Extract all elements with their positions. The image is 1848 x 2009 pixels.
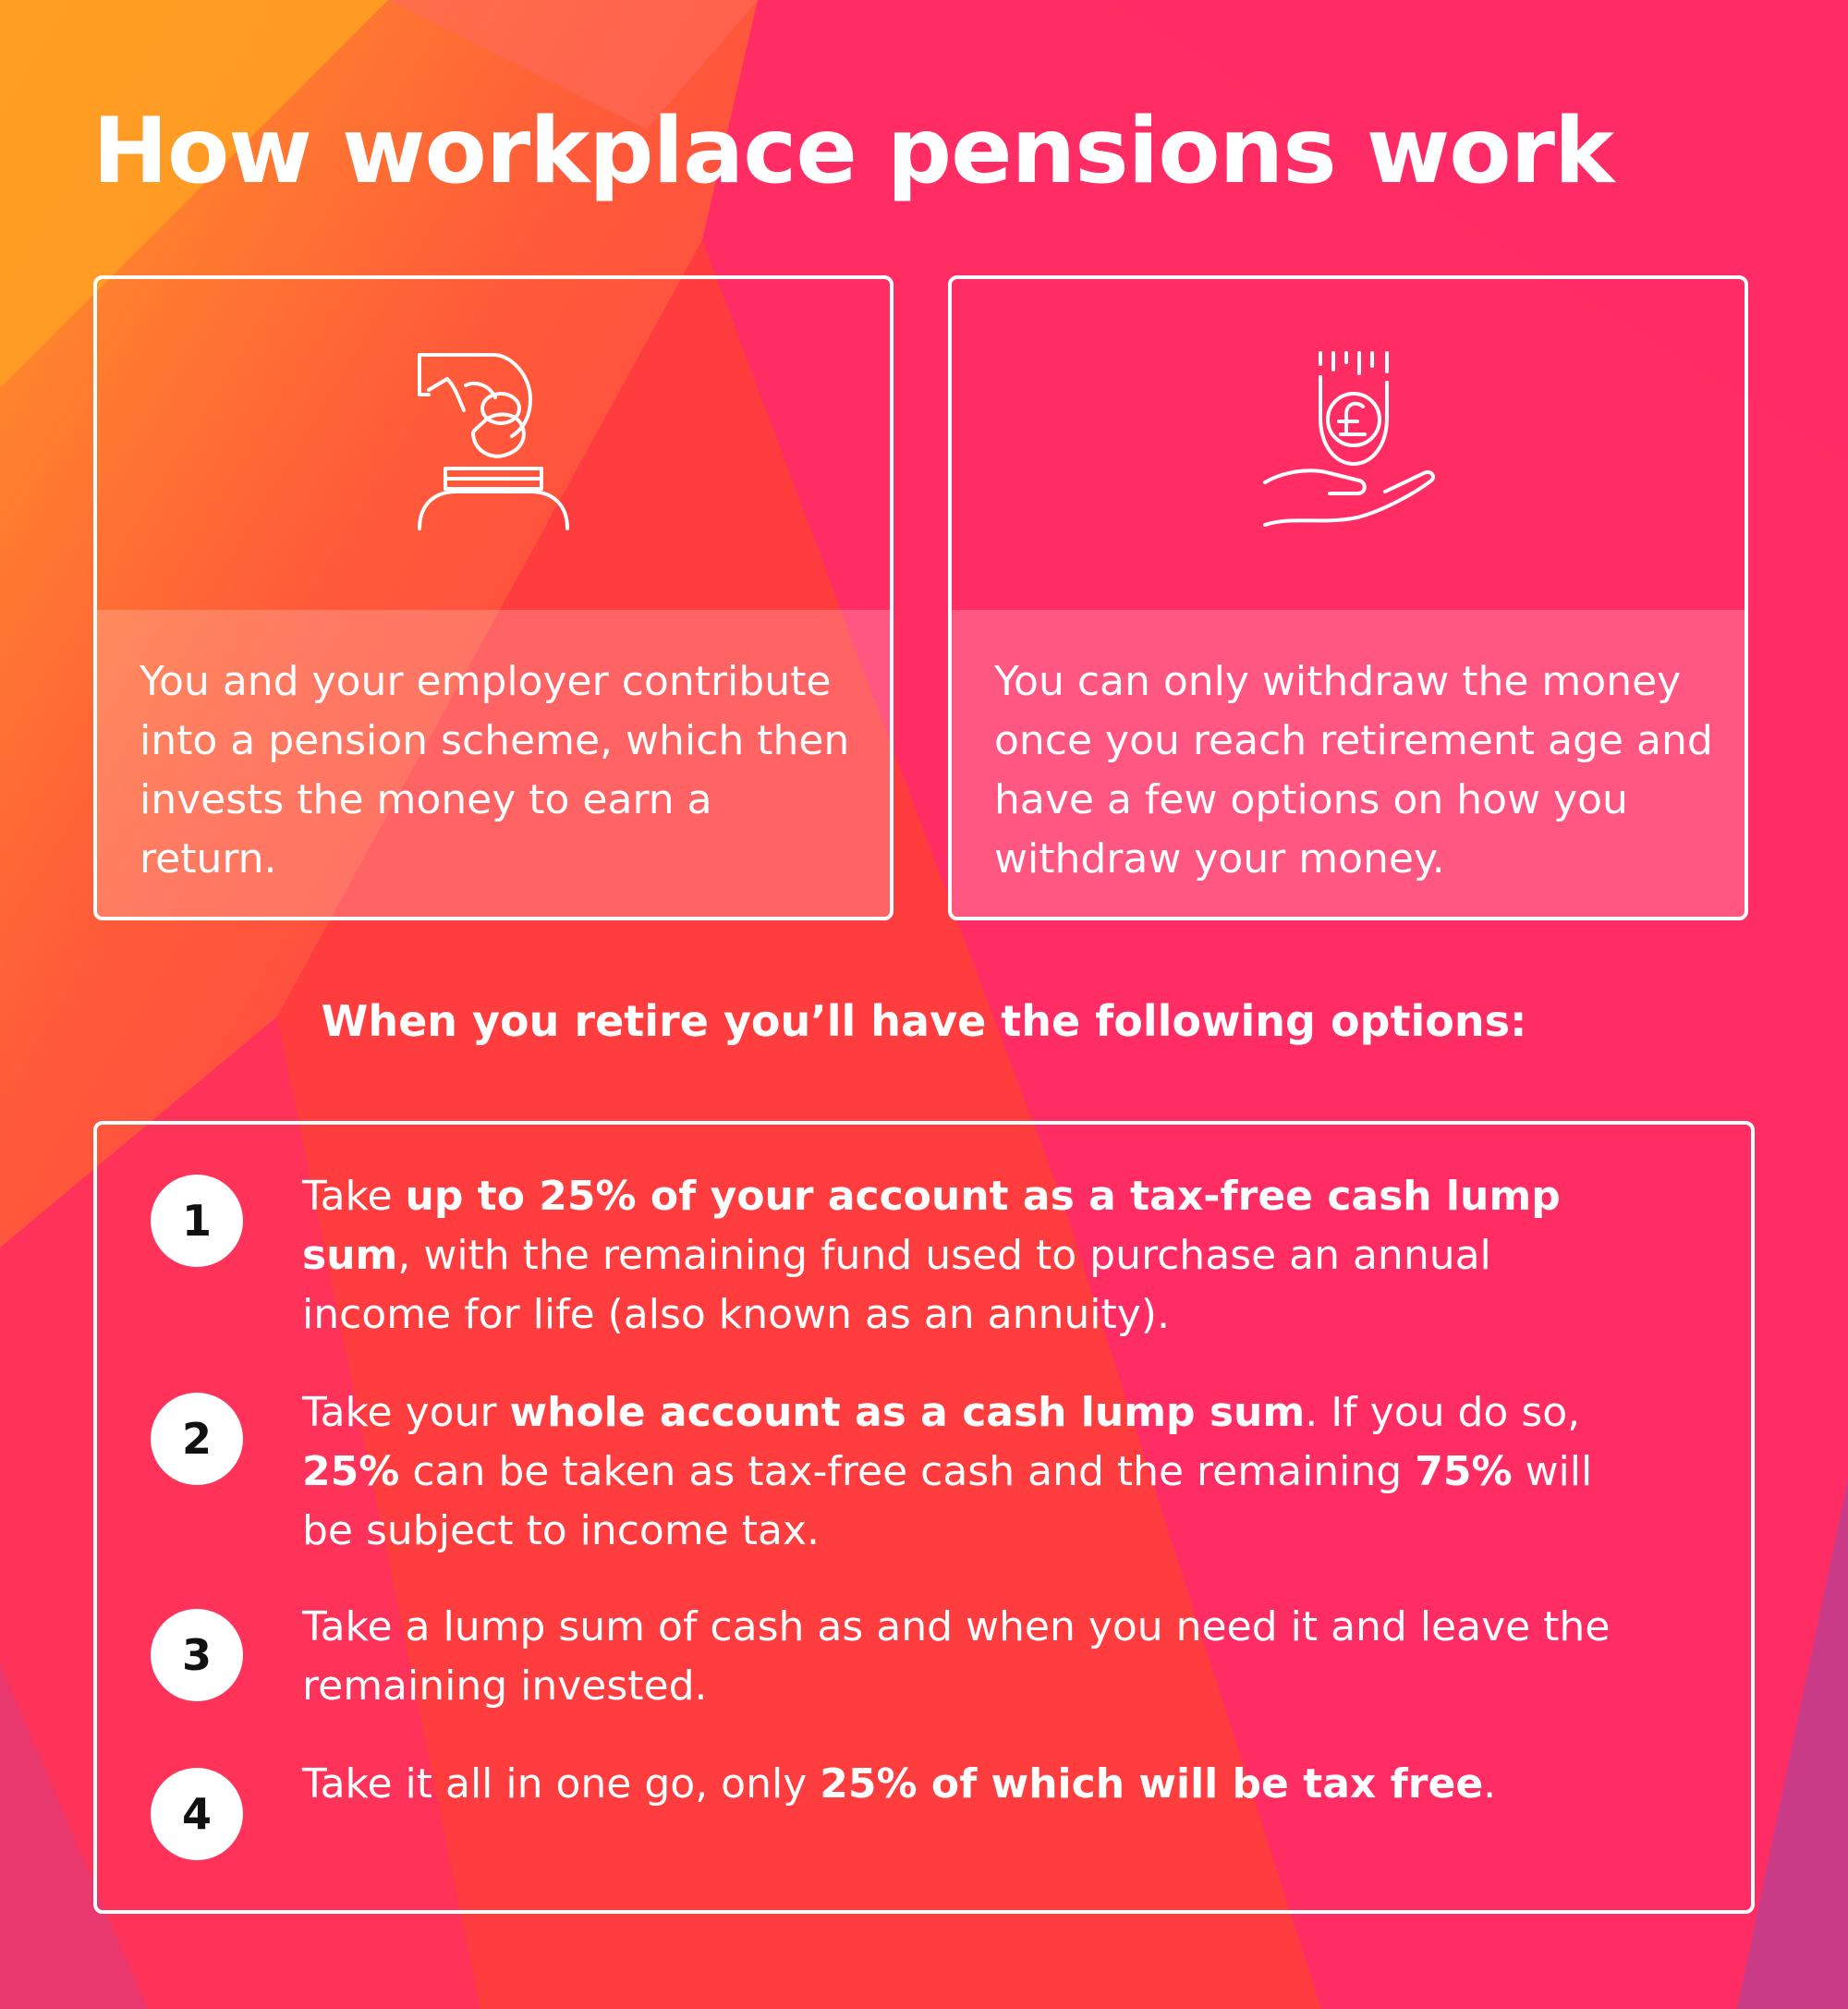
option-text-emphasis: 75% bbox=[1415, 1448, 1513, 1495]
card-text-area bbox=[97, 610, 890, 920]
option-text-run: will be subject to income tax. bbox=[302, 1448, 1593, 1554]
card-icon-area bbox=[97, 279, 890, 610]
hand-receiving-pound-coin-icon bbox=[1256, 344, 1441, 538]
option-text-run: Take your bbox=[302, 1389, 510, 1436]
option-text bbox=[302, 1755, 1614, 1814]
option-text bbox=[302, 1598, 1614, 1716]
option-text-run: . If you do so, bbox=[1305, 1389, 1581, 1436]
hand-inserting-coin-icon bbox=[401, 344, 586, 538]
option-text-run: can be taken as tax-free cash and the remaining bbox=[399, 1448, 1416, 1495]
option-text-emphasis: 25% of which will be tax free bbox=[820, 1760, 1484, 1808]
option-text bbox=[302, 1383, 1614, 1561]
option-text-run: Take it all in one go, only bbox=[302, 1760, 821, 1808]
options-list bbox=[93, 1121, 1755, 1914]
option-number-badge: 1 bbox=[151, 1175, 243, 1267]
card-icon-area bbox=[952, 279, 1745, 610]
option-text-run: Take a lump sum of cash as and when you need it and leave the remaining invested. bbox=[302, 1603, 1611, 1710]
contribute-text: You and your employer contribute into a pension scheme, which then invests the money to earn a return. bbox=[140, 658, 850, 883]
option-text-run: Take bbox=[302, 1173, 406, 1220]
page-title: How workplace pensions work bbox=[92, 99, 1614, 204]
option-text-run: . bbox=[1483, 1760, 1497, 1808]
card-text-area bbox=[952, 610, 1745, 920]
option-text bbox=[302, 1167, 1614, 1345]
option-text-emphasis: up to 25% of your account as a tax-free cash lump sum bbox=[302, 1173, 1561, 1279]
contribute-card bbox=[93, 275, 894, 920]
option-text-run: , with the remaining fund used to purchase an annual income for life (also known as an annuity). bbox=[302, 1232, 1491, 1338]
option-text-emphasis: whole account as a cash lump sum bbox=[509, 1389, 1306, 1436]
option-number-badge: 4 bbox=[151, 1768, 243, 1860]
option-number-badge: 3 bbox=[151, 1609, 243, 1701]
withdraw-text: You can only withdraw the money once you reach retirement age and have a few options on how you withdraw your money. bbox=[994, 658, 1713, 883]
withdraw-card bbox=[948, 275, 1748, 920]
option-number-badge: 2 bbox=[151, 1393, 243, 1485]
option-text-emphasis: 25% bbox=[302, 1448, 400, 1495]
options-heading: When you retire you’ll have the following options: bbox=[321, 996, 1527, 1046]
